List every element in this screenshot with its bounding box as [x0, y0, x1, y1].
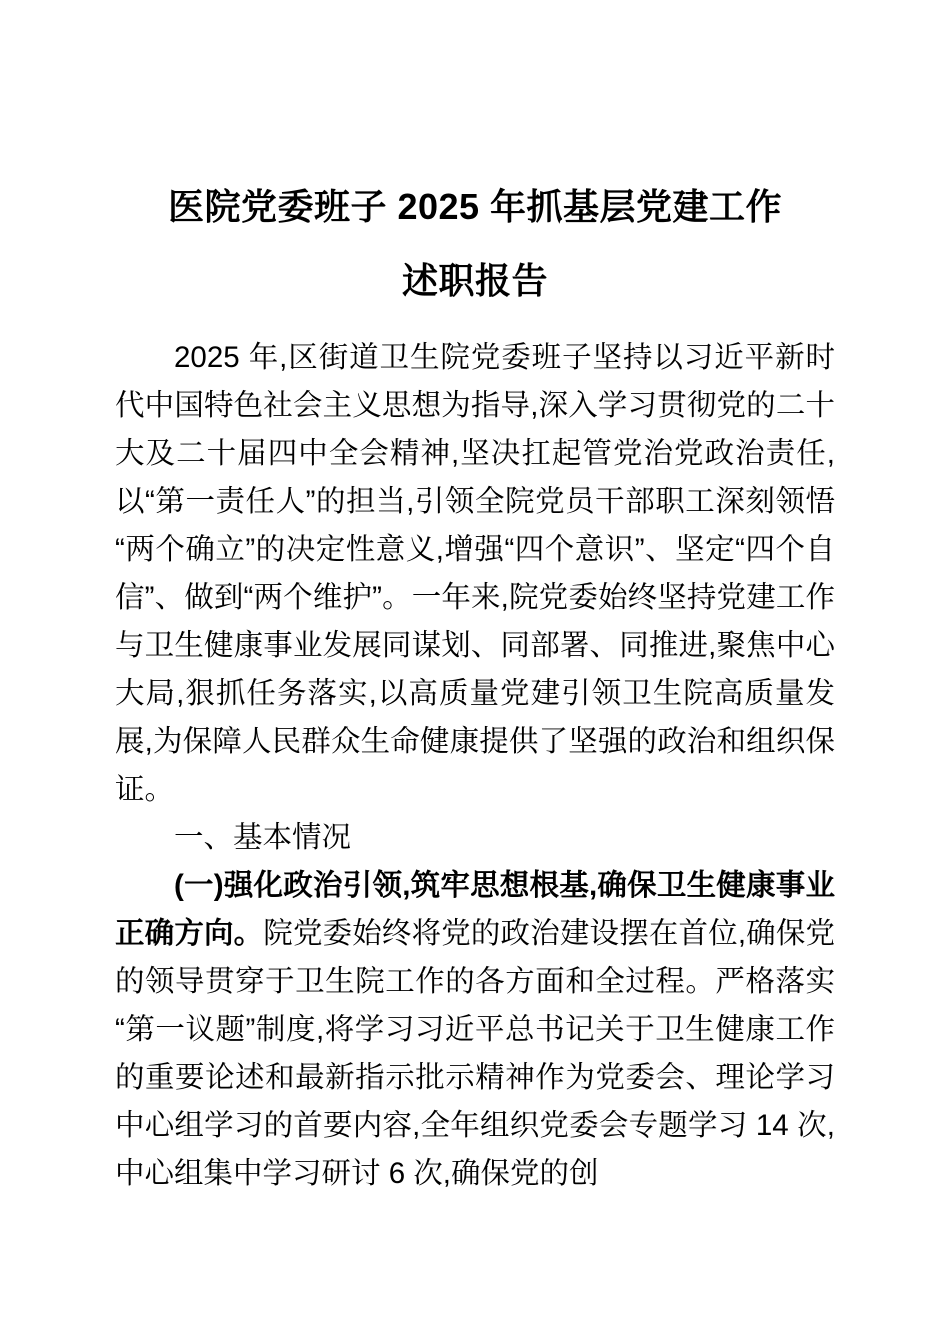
page-title-line-2: 述职报告 [401, 260, 548, 301]
subsection-one [115, 862, 835, 1198]
section-heading-one: 一、基本情况 [174, 821, 352, 854]
document-body [115, 318, 835, 1198]
page-title-line-1: 医院党委班子 2025 年抓基层党建工作 [167, 186, 783, 227]
page-title [115, 0, 835, 318]
subsection-one-body: 院党委始终将党的政治建设摆在首位,确保党的领导贯穿于卫生院工作的各方面和全过程。严格落实“第一议题”制度,将学习习近平总书记关于卫生健康工作的重要论述和最新指示批示精神作为党委会、理论学习中心组学习的首要内容,全年组织党委会专题学习 14 次,中心组集中学习研讨 6 次,确保党的创 [115, 917, 835, 1190]
subsection-one-lead: (一)强化政治引领,筑牢思想根基,确保卫生健康事业正确方向。 [115, 869, 835, 950]
paragraph-opening: 2025 年,区街道卫生院党委班子坚持以习近平新时代中国特色社会主义思想为指导,深入学习贯彻党的二十大及二十届四中全会精神,坚决扛起管党治党政治责任,以“第一责任人”的担当,引领全院党员干部职工深刻领悟“两个确立”的决定性意义,增强“四个意识”、坚定“四个自信”、做到“两个维护”。一年来,院党委始终坚持党建工作与卫生健康事业发展同谋划、同部署、同推进,聚焦中心大局,狠抓任务落实,以高质量党建引领卫生院高质量发展,为保障人民群众生命健康提供了坚强的政治和组织保证。 [115, 341, 835, 806]
